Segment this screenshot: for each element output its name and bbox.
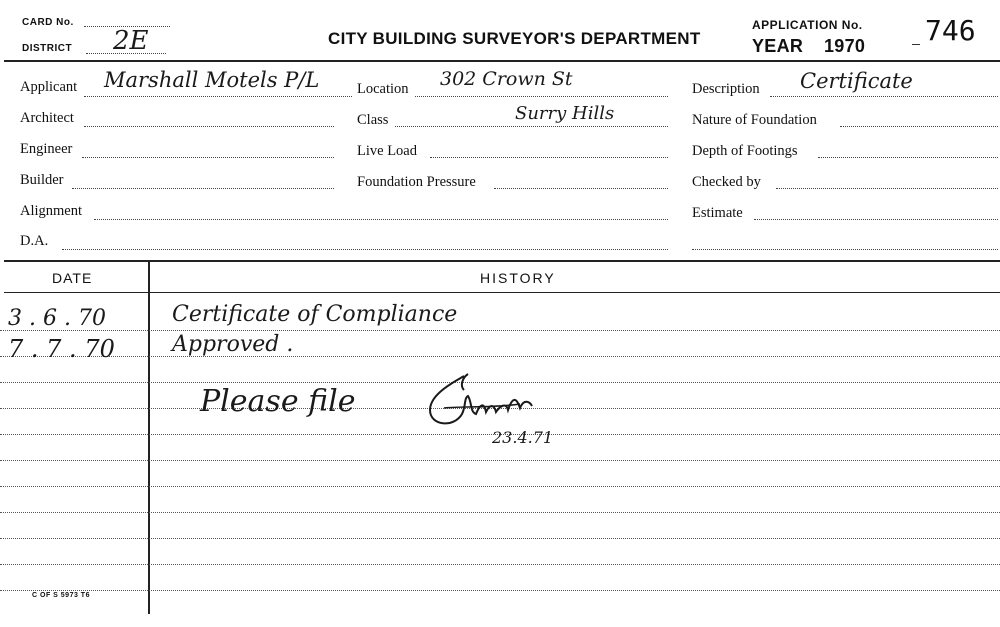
applicant-field	[84, 96, 352, 97]
estimate-label: Estimate	[692, 205, 743, 221]
history-header: HISTORY	[480, 270, 556, 286]
ruled-line	[0, 486, 1000, 487]
location-value: 302 Crown St	[440, 68, 573, 90]
engineer-field	[82, 157, 334, 158]
nature-label: Nature of Foundation	[692, 112, 817, 128]
history-text-1: Certificate of Compliance	[172, 302, 458, 327]
nature-field	[840, 126, 998, 127]
ruled-line	[0, 512, 1000, 513]
history-date-2: 7 . 7 . 70	[8, 335, 115, 363]
depth-label: Depth of Footings	[692, 143, 798, 159]
table-column-divider	[148, 262, 150, 614]
ruled-line	[0, 590, 1000, 591]
ruled-line	[0, 356, 1000, 357]
application-no-value: 746	[925, 14, 976, 47]
da-label: D.A.	[20, 233, 49, 249]
header-divider	[4, 60, 1000, 62]
alignment-field	[94, 219, 668, 220]
class-value: Surry Hills	[515, 103, 615, 124]
live-load-label: Live Load	[357, 143, 417, 159]
depth-field	[818, 157, 998, 158]
table-top-border	[4, 260, 1000, 262]
checked-by-label: Checked by	[692, 174, 761, 190]
checked-by-field	[776, 188, 998, 189]
builder-label: Builder	[20, 172, 64, 188]
builder-field	[72, 188, 334, 189]
location-field	[415, 96, 668, 97]
architect-label: Architect	[20, 110, 74, 126]
estimate-field	[754, 219, 998, 220]
district-value: 2E	[113, 26, 149, 56]
application-no-label: APPLICATION No.	[752, 18, 863, 32]
year-label: YEAR	[752, 36, 804, 56]
date-header: DATE	[52, 270, 93, 286]
class-field	[395, 126, 668, 127]
department-title: CITY BUILDING SURVEYOR'S DEPARTMENT	[328, 29, 701, 48]
application-no-dash	[912, 44, 920, 45]
ruled-line	[0, 564, 1000, 565]
ruled-line	[0, 460, 1000, 461]
live-load-field	[430, 157, 668, 158]
description-label: Description	[692, 81, 760, 97]
class-label: Class	[357, 112, 389, 128]
description-value: Certificate	[800, 69, 913, 93]
applicant-value: Marshall Motels P/L	[104, 68, 320, 92]
history-date-1: 3 . 6 . 70	[8, 306, 106, 331]
table-header-border	[4, 292, 1000, 293]
history-note: Please file	[200, 384, 356, 419]
form-code: C OF S 5973 T6	[32, 592, 90, 599]
card-no-label: CARD No.	[22, 17, 74, 28]
district-label: DISTRICT	[22, 43, 73, 54]
history-text-2: Approved .	[172, 332, 294, 357]
foundation-pressure-label: Foundation Pressure	[357, 174, 476, 190]
signature-date: 23.4.71	[492, 428, 554, 447]
estimate-field-2	[692, 249, 998, 250]
description-field	[770, 96, 998, 97]
alignment-label: Alignment	[20, 203, 83, 219]
ruled-line	[0, 538, 1000, 539]
foundation-pressure-field	[494, 188, 668, 189]
ruled-line	[0, 330, 1000, 331]
applicant-label: Applicant	[20, 79, 78, 95]
location-label: Location	[357, 81, 409, 97]
da-field	[62, 249, 668, 250]
year-value: 1970	[824, 36, 866, 56]
engineer-label: Engineer	[20, 141, 73, 157]
architect-field	[84, 126, 334, 127]
